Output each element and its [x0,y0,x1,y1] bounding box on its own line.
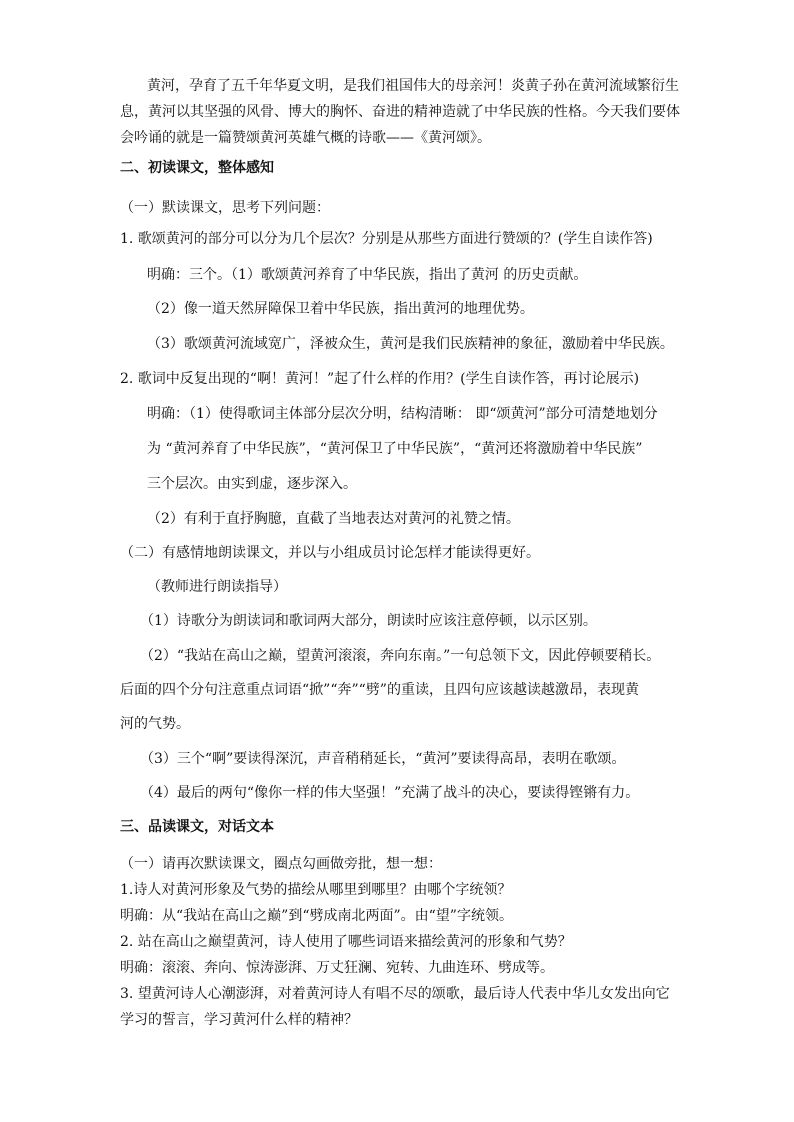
guide-item-1: （1）诗歌分为朗读词和歌词两大部分，朗读时应该注意停顿，以示区别。 [140,613,597,629]
answer-1-line-2: （2）像一道天然屏障保卫着中华民族，指出黄河的地理优势。 [147,301,534,317]
intro-line-2: 息，黄河以其坚强的风骨、博大的胸怀、奋进的精神造就了中华民族的性格。今天我们要体 [120,104,680,120]
section-heading-3: 三、品读课文，对话文本 [120,819,274,835]
answer-2-line-4: （2）有利于直抒胸臆，直截了当地表达对黄河的礼赞之情。 [147,511,520,527]
guide-item-2-line-2: 后面的四个分句注意重点词语“掀”“奔”“劈”的重读，且四句应该越读越激昂，表现黄 [120,682,639,698]
intro-line-3: 会吟诵的就是一篇赞颂黄河英雄气概的诗歌——《黄河颂》。 [120,130,491,146]
subsection-3-title: （一）请再次默读课文，圈点勾画做旁批，想一想： [120,856,442,872]
answer-3-1: 明确：从“我站在高山之巅”到“劈成南北两面”。由“望”字统领。 [120,908,513,924]
question-3-3-line-2: 学习的誓言，学习黄河什么样的精神？ [120,1012,358,1028]
answer-1-line-3: （3）歌颂黄河流域宽广，泽被众生，黄河是我们民族精神的象征，激励着中华民族。 [147,336,674,352]
teacher-guidance: （教师进行朗读指导） [147,579,287,595]
guide-item-2-line-3: 河的气势。 [120,716,190,732]
answer-2-line-3: 三个层次。由实到虚，逐步深入。 [147,476,357,492]
answer-2-line-2: 为 “黄河养育了中华民族”，“黄河保卫了中华民族”，“黄河还将激励着中华民族” [147,441,643,457]
answer-3-2: 明确：滚滚、奔向、惊涛澎湃、万丈狂澜、宛转、九曲连环、劈成等。 [120,960,554,976]
intro-line-1: 黄河，孕育了五千年华夏文明，是我们祖国伟大的母亲河！炎黄子孙在黄河流域繁衍生 [147,78,679,94]
question-1: 1. 歌颂黄河的部分可以分为几个层次？分别是从那些方面进行赞颂的？(学生自读作答) [120,231,653,247]
question-2: 2. 歌词中反复出现的“啊！黄河！”起了什么样的作用？(学生自读作答，再讨论展示) [120,371,640,387]
section-heading-2: 二、初读课文，整体感知 [120,160,274,176]
question-3-2: 2. 站在高山之巅望黄河，诗人使用了哪些词语来描绘黄河的形象和气势？ [120,934,572,950]
answer-1-line-1: 明确：三个。（1）歌颂黄河养育了中华民族，指出了黄河 的历史贡献。 [147,267,588,283]
guide-item-2-line-1: （2）“我站在高山之巅，望黄河滚滚，奔向东南。”一句总领下文，因此停顿要稍长。 [140,648,661,664]
question-3-3-line-1: 3. 望黄河诗人心潮澎湃，对着黄河诗人有唱不尽的颂歌，最后诗人代表中华儿女发出向它 [120,986,670,1002]
subsection-1-title: （一）默读课文，思考下列问题： [120,200,330,216]
guide-item-3: （3）三个“啊”要读得深沉，声音稍稍延长，“黄河”要读得高昂，表明在歌颂。 [140,751,626,767]
answer-2-line-1: 明确：（1）使得歌词主体部分层次分明，结构清晰： 即“颂黄河”部分可清楚地划分 [147,406,658,422]
question-3-1: 1.诗人对黄河形象及气势的描绘从哪里到哪里？由哪个字统领？ [120,882,512,898]
subsection-2-title: （二）有感情地朗读课文，并以与小组成员讨论怎样才能读得更好。 [120,545,540,561]
guide-item-4: （4）最后的两句“像你一样的伟大坚强！”充满了战斗的决心，要读得铿锵有力。 [140,785,640,801]
